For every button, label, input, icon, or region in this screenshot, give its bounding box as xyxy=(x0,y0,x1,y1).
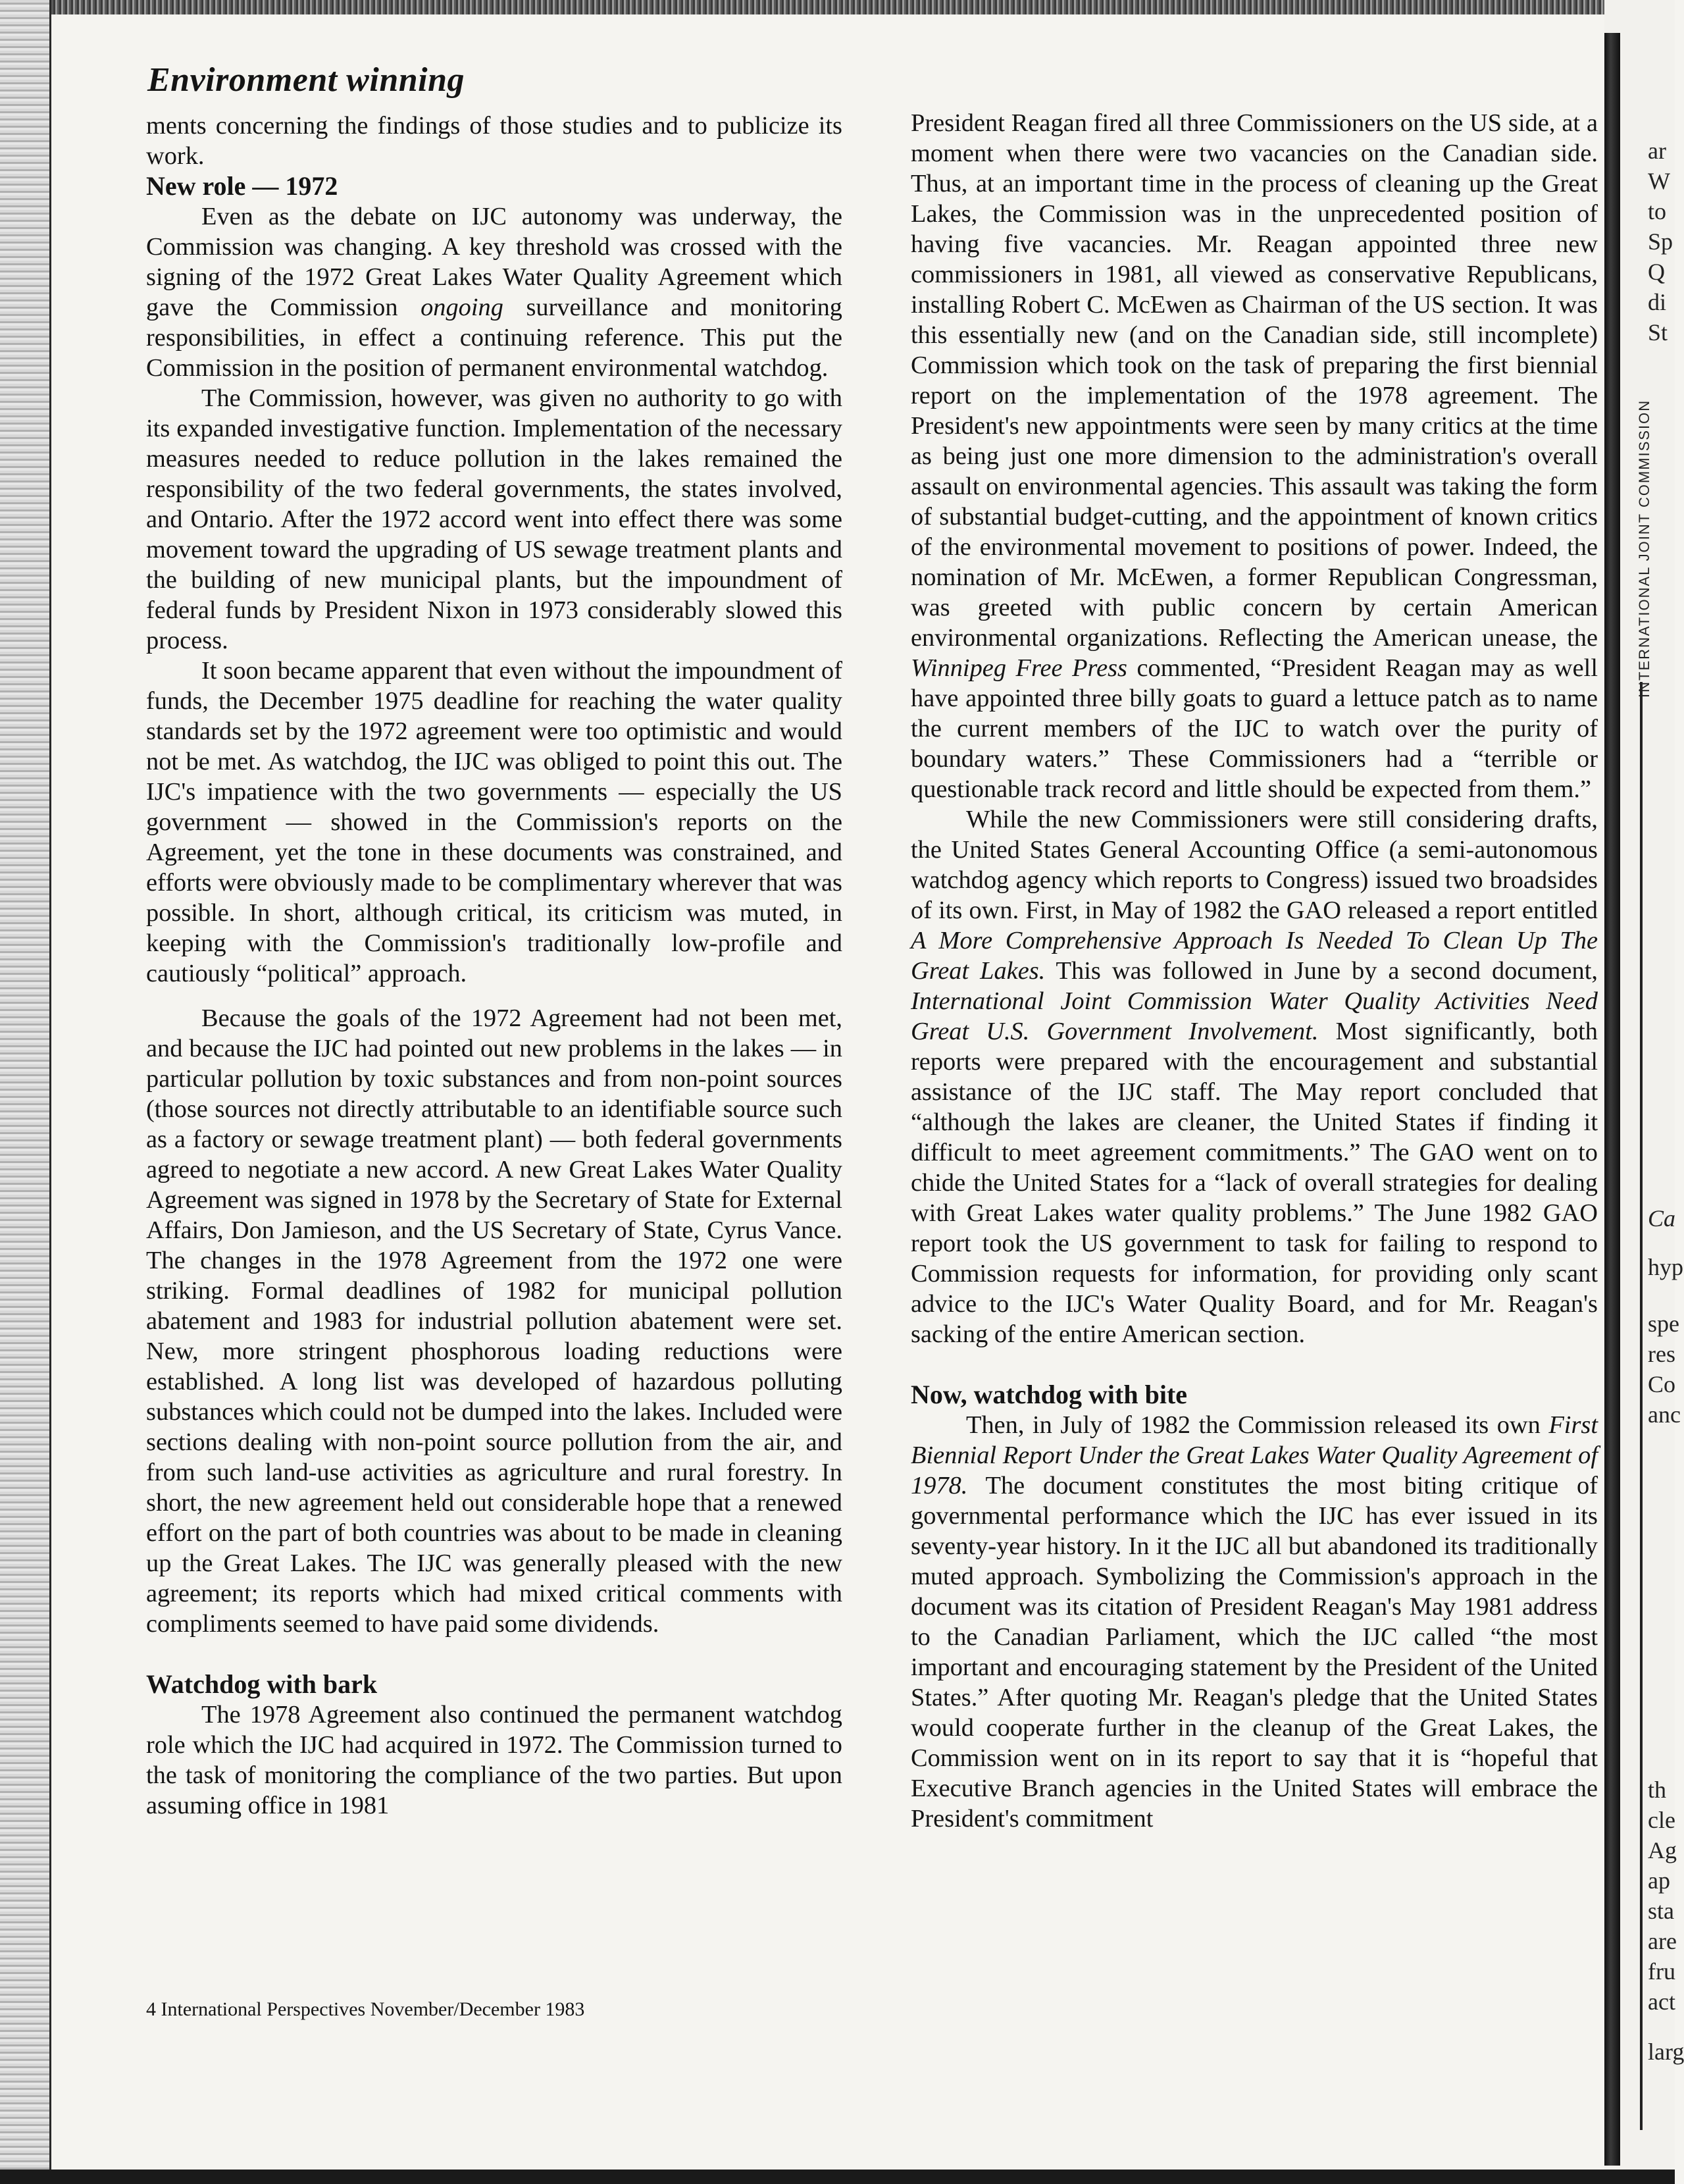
fragment: to xyxy=(1648,198,1667,224)
section-heading-watchdog-bark: Watchdog with bark xyxy=(146,1669,378,1699)
fragment: spe xyxy=(1648,1311,1679,1337)
fragment: res xyxy=(1648,1341,1675,1367)
fragment: di xyxy=(1648,289,1667,315)
scan-edge-left xyxy=(0,0,51,2184)
fragment: Co xyxy=(1648,1371,1676,1397)
scan-edge-bottom xyxy=(0,2170,1675,2184)
paragraph: It soon became apparent that even without the impoundment of funds, the December 1975 deadline for reaching the water quality standards set by the 1972 agreement were too optimistic and would not be met. As watchdog, the IJC was obliged to point this out. The IJC's impatience with the two governments — especially the US government — showed in the Commission's reports on the Agreement, yet the tone in these documents was constrained, and efforts were obviously made to be complimentary wherever that was possible. In short, although critical, its criticism was muted, in keeping with the Commission's traditionally low-profile and cautiously “political” approach. xyxy=(146,657,842,987)
fragment: Ca xyxy=(1648,1205,1676,1232)
adjacent-page-fragments xyxy=(1645,0,1684,2184)
fragment: are xyxy=(1648,1928,1677,1954)
paragraph: ments concerning the findings of those studies and to publicize its work. xyxy=(146,112,842,170)
fragment: Ag xyxy=(1648,1837,1677,1863)
fragment: St xyxy=(1648,319,1668,346)
paragraph: Because the goals of the 1972 Agreement had not been met, and because the IJC had pointed out new problems in the lakes — in particular pollution by toxic substances and from non-point sources (those sources not directly attributable to an identifiable source such as a factory or sewage treatment plant) — both federal governments agreed to negotiate a new accord. A new Great Lakes Water Quality Agreement was signed in 1978 by the Secretary of State for External Affairs, Don Jamieson, and the US Secretary of State, Cyrus Vance. The changes in the 1978 Agreement from the 1972 one were striking. Formal deadlines of 1982 for municipal pollution abatement and 1983 for industrial pollution abatement were set. New, more stringent phosphorous loading reductions were established. A long list was developed of hazardous polluting substances which could not be dumped into the lakes. Included were sections dealing with non-point source pollution from the air, and from such land-use activities as agriculture and rural forestry. In short, the new agreement held out considerable hope that a renewed effort on the part of both countries was about to be made in cleaning up the Great Lakes. The IJC was generally pleased with the new agreement; its reports which had mixed critical comments with compliments seemed to have paid some dividends. xyxy=(146,1004,842,1638)
section-heading-new-role: New role — 1972 xyxy=(146,171,338,201)
fragment: act xyxy=(1648,1989,1675,2015)
section-heading-watchdog-bite: Now, watchdog with bite xyxy=(911,1380,1188,1409)
paragraph: Even as the debate on IJC autonomy was underway, the Commission was changing. A key threshold was crossed with the signing of the 1972 Great Lakes Water Quality Agreement which gave the Commission ongoing surveillance and monitoring responsibilities, in effect a continuing reference. This put the Commission in the position of permanent environmental watchdog. xyxy=(146,203,843,382)
right-column xyxy=(911,108,1598,1834)
paragraph: While the new Commissioners were still considering drafts, the United States General Accounting Office (a semi-autonomous watchdog agency which reports to Congress) issued two broadsides of its own. First, in May of 1982 the GAO released a report entitled A More Comprehensive Approach Is Needed To Clean Up The Great Lakes. This was followed in June by a second document, International Joint Commission Water Quality Activities Need Great U.S. Government Involvement. Most significantly, both reports were prepared with the encouragement and substantial assistance of the IJC staff. The May report concluded that “although the lakes are cleaner, the United States if finding it difficult to meet agreement commitments.” The GAO went on to chide the United States for a “lack of overall strategies for dealing with Great Lakes water quality problems.” The June 1982 GAO report took the US government to task for failing to respond to Commission requests for information, for providing only scant advice to the IJC's Water Quality Board, and for Mr. Reagan's sacking of the entire American section. xyxy=(911,806,1598,1348)
fragment: ap xyxy=(1648,1867,1670,1894)
page-header-title: Environment winning xyxy=(147,61,465,99)
fragment: Sp xyxy=(1648,228,1673,255)
sidebar-rule xyxy=(1640,682,1643,2130)
paragraph: Then, in July of 1982 the Commission released its own First Biennial Report Under the Great Lakes Water Quality Agreement of 1978. The document constitutes the most biting critique of governmental performance which the IJC has ever issued in its seventy-year history. In it the IJC all but abandoned its traditionally muted approach. Symbolizing the Commission's approach in the document was its citation of President Reagan's May 1981 address to the Canadian Parliament, which the IJC called “the most important and encouraging statement by the President of the United States.” After quoting Mr. Reagan's pledge that the United States would cooperate further in the cleanup of the Great Lakes, the Commission went on in its report to say that it is “hopeful that Executive Branch agencies in the United States will embrace the President's commitment xyxy=(911,1411,1598,1833)
fragment: fru xyxy=(1648,1958,1675,1985)
fragment: ar xyxy=(1648,138,1666,164)
scan-edge-top xyxy=(0,0,1675,14)
left-column xyxy=(146,111,842,1821)
book-spine-shadow xyxy=(1604,33,1620,2166)
side-label: INTERNATIONAL JOINT COMMISSION xyxy=(1636,399,1652,698)
fragment: th xyxy=(1648,1777,1667,1803)
fragment: sta xyxy=(1648,1898,1674,1924)
fragment: anc xyxy=(1648,1401,1681,1428)
fragment: W xyxy=(1648,168,1670,194)
paragraph: The Commission, however, was given no authority to go with its expanded investigative function. Implementation of the necessary measures needed to reduce pollution in the lakes remained the responsibility of the two federal governments, the states involved, and Ontario. After the 1972 accord went into effect there was some movement toward the upgrading of US sewage treatment plants and the building of new municipal plants, but the impoundment of federal funds by President Nixon in 1973 considerably slowed this process. xyxy=(146,384,842,654)
paragraph: The 1978 Agreement also continued the permanent watchdog role which the IJC had acquired in 1972. The Commission turned to the task of monitoring the compliance of the two parties. But upon assuming office in 1981 xyxy=(146,1701,842,1819)
fragment: hyp xyxy=(1648,1254,1683,1280)
fragment: cle xyxy=(1648,1807,1675,1833)
paragraph: President Reagan fired all three Commissioners on the US side, at a moment when there were two vacancies on the Canadian side. Thus, at an important time in the process of cleaning up the Great Lakes, the Commission was in the unprecedented position of having five vacancies. Mr. Reagan appointed three new commissioners in 1981, all viewed as conservative Republicans, installing Robert C. McEwen as Chairman of the US section. It was this essentially new (and on the Canadian side, still incomplete) Commission which took on the task of preparing the first biennial report on the implementation of the 1978 agreement. The President's new appointments were seen by many critics at the time as being just one more dimension to the administration's overall assault on environmental agencies. This assault was taking the form of substantial budget-cutting, and the appointment of known critics of the environmental movement to positions of power. Indeed, the nomination of Mr. McEwen, a former Republican Congressman, was greeted with public concern by certain American environmental organizations. Reflecting the American unease, the Winnipeg Free Press commented, “President Reagan may as well have appointed three billy goats to guard a lettuce patch as to name the current members of the IJC to watch over the purity of boundary waters.” These Commissioners had a “terrible or questionable track record and little should be expected from them.” xyxy=(911,109,1598,803)
fragment: larg xyxy=(1648,2039,1684,2065)
page-footer: 4 International Perspectives November/December 1983 xyxy=(146,1998,585,2020)
fragment: Q xyxy=(1648,259,1665,285)
